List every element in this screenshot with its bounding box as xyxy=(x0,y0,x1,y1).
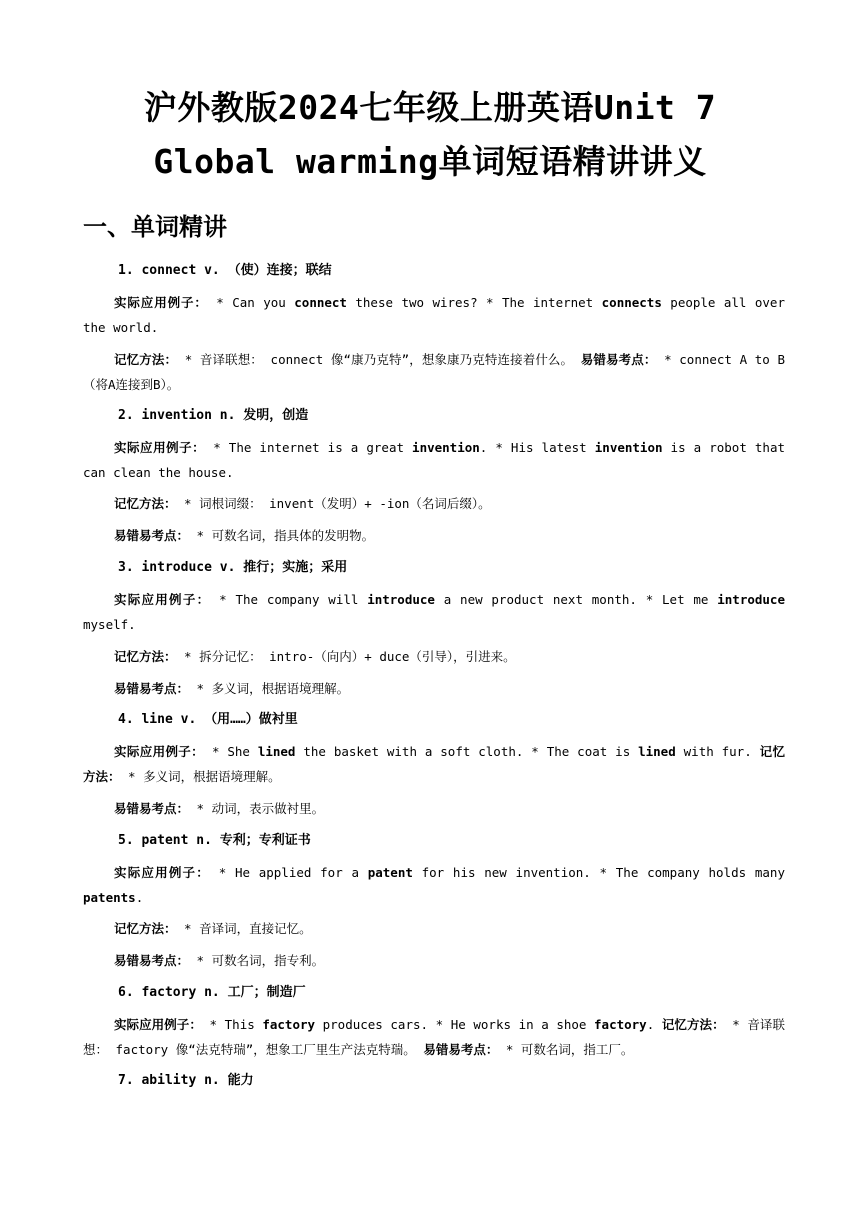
pitfall-text: * 可数名词，指具体的发明物。 xyxy=(196,528,375,543)
entry-1-memory-pitfall xyxy=(83,347,785,397)
memory-label: 记忆方法： xyxy=(114,921,177,936)
memory-text: * 多义词，根据语境理解。 xyxy=(128,769,281,784)
entry-3-memory xyxy=(83,644,785,669)
pitfall-label: 易错易考点： xyxy=(114,528,190,543)
entry-4-pitfall xyxy=(83,796,785,821)
example-text: * She xyxy=(211,744,258,759)
keyword: connect xyxy=(294,295,347,310)
entry-heading-6: 6. factory n. 工厂；制造厂 xyxy=(118,985,306,1000)
memory-label: 记忆方法： xyxy=(114,352,178,367)
pitfall-label: 易错易考点： xyxy=(114,953,190,968)
entry-1-example xyxy=(83,290,785,340)
example-text: * Can you xyxy=(216,295,295,310)
pitfall-label: 易错易考点： xyxy=(423,1042,499,1057)
keyword: introduce xyxy=(717,592,785,607)
example-text: these two wires? * The internet xyxy=(346,295,602,310)
entry-heading-1: 1. connect v. （使）连接；联结 xyxy=(118,263,332,278)
memory-text: * 音译联想： connect 像“康乃克特”，想象康乃克特连接着什么。 xyxy=(184,352,574,367)
entry-3-example xyxy=(83,587,785,637)
entry-heading-7: 7. ability n. 能力 xyxy=(118,1073,254,1088)
keyword: connects xyxy=(601,295,662,310)
entry-heading-2: 2. invention n. 发明，创造 xyxy=(118,408,309,423)
memory-label: 记忆方法： xyxy=(661,1017,725,1032)
pitfall-label: 易错易考点： xyxy=(114,681,190,696)
keyword: introduce xyxy=(367,592,435,607)
entry-6-body xyxy=(83,1012,785,1062)
pitfall-text: * 动词，表示做衬里。 xyxy=(196,801,325,816)
section-heading: 一、单词精讲 xyxy=(83,213,227,241)
keyword: invention xyxy=(594,440,663,455)
memory-label: 记忆方法： xyxy=(114,496,177,511)
example-text: is a robot that can clean the house. xyxy=(83,440,786,480)
pitfall-label: 易错易考点： xyxy=(114,801,190,816)
example-text: * This xyxy=(209,1017,263,1032)
entry-2-pitfall xyxy=(83,523,785,548)
memory-label: 记忆方法： xyxy=(83,744,785,784)
entry-heading-3: 3. introduce v. 推行；实施；采用 xyxy=(118,560,348,575)
entry-heading-4: 4. line v. （用……）做衬里 xyxy=(118,712,298,727)
entry-heading-5: 5. patent n. 专利；专利证书 xyxy=(118,833,311,848)
keyword: patents xyxy=(83,890,136,905)
memory-text: * 词根词缀： invent（发明）+ -ion（名词后缀）。 xyxy=(184,496,491,511)
entry-2-memory xyxy=(83,491,785,516)
pitfall-text: * 多义词，根据语境理解。 xyxy=(196,681,350,696)
pitfall-text: * 可数名词，指工厂。 xyxy=(505,1042,634,1057)
memory-text: * 音译词，直接记忆。 xyxy=(184,921,312,936)
keyword: factory xyxy=(594,1017,647,1032)
pitfall-text: * 可数名词，指专利。 xyxy=(196,953,325,968)
keyword: lined xyxy=(257,744,296,759)
example-text: the basket with a soft cloth. * The coat is xyxy=(295,744,639,759)
example-label: 实际应用例子： xyxy=(114,440,206,455)
example-text: * He applied for a xyxy=(218,865,368,880)
example-text: * The company will xyxy=(219,592,368,607)
example-text: a new product next month. * Let me xyxy=(434,592,718,607)
memory-text: * 拆分记忆： intro-（向内）+ duce（引导），引进来。 xyxy=(184,649,516,664)
keyword: invention xyxy=(412,440,480,455)
example-label: 实际应用例子： xyxy=(114,1017,202,1032)
example-label: 实际应用例子： xyxy=(114,865,210,880)
entry-5-memory xyxy=(83,916,785,941)
keyword: factory xyxy=(262,1017,316,1032)
pitfall-text: * connect A to B（将A连接到B）。 xyxy=(83,352,785,392)
memory-text: * 音译联想： factory 像“法克特瑞”，想象工厂里生产法克特瑞。 xyxy=(83,1017,785,1057)
example-text: people all over the world. xyxy=(83,295,785,335)
example-label: 实际应用例子： xyxy=(114,295,208,310)
example-text: . * His latest xyxy=(479,440,595,455)
example-text: for his new invention. * The company holds many xyxy=(412,865,785,880)
pitfall-label: 易错易考点： xyxy=(580,352,657,367)
example-text: . xyxy=(646,1017,655,1032)
example-label: 实际应用例子： xyxy=(114,592,211,607)
document-title-line-1: 沪外教版2024七年级上册英语Unit 7 xyxy=(143,88,717,127)
entry-5-pitfall xyxy=(83,948,785,973)
entry-4-example-memory xyxy=(83,739,785,789)
memory-label: 记忆方法： xyxy=(114,649,177,664)
example-text: . xyxy=(135,890,144,905)
keyword: lined xyxy=(638,744,676,759)
entry-3-pitfall xyxy=(83,676,785,701)
keyword: patent xyxy=(367,865,413,880)
document-title-line-2: Global warming单词短语精讲讲义 xyxy=(153,142,707,181)
example-text: produces cars. * He works in a shoe xyxy=(315,1017,595,1032)
example-text: myself. xyxy=(83,617,136,632)
entry-5-example xyxy=(83,860,785,910)
example-label: 实际应用例子： xyxy=(114,744,205,759)
example-text: with fur. xyxy=(675,744,752,759)
entry-2-example xyxy=(83,435,785,485)
example-text: * The internet is a great xyxy=(213,440,413,455)
